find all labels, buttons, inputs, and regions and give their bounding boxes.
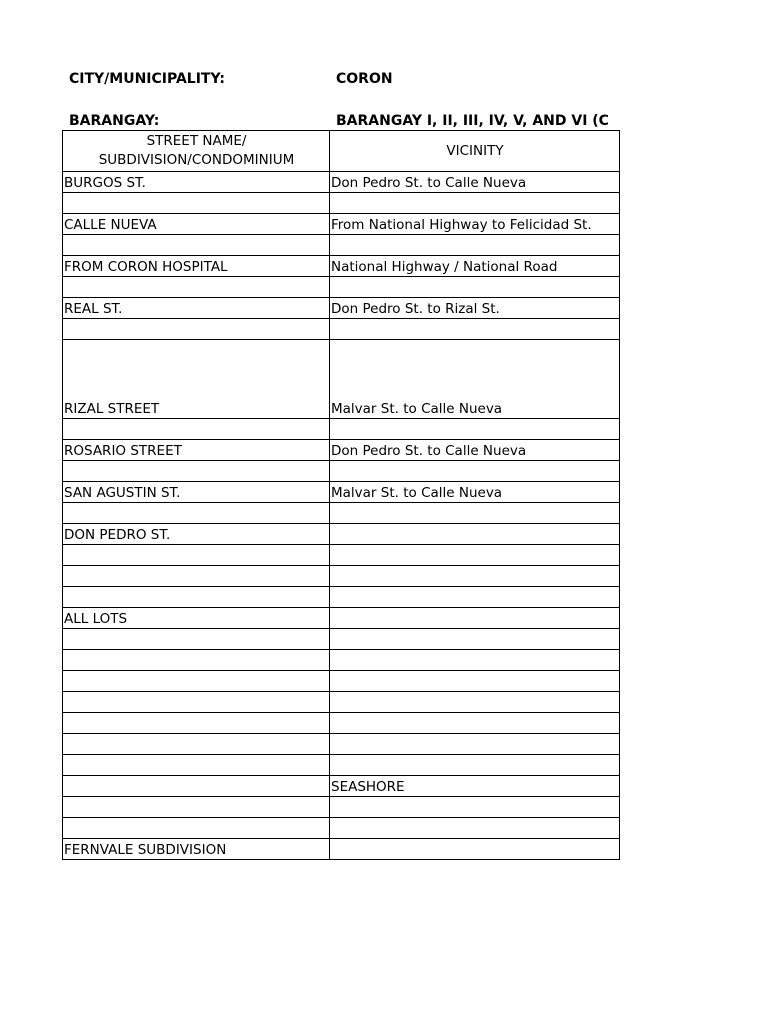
table-row <box>63 524 620 545</box>
vicinity-cell: Malvar St. to Calle Nueva <box>330 482 620 503</box>
vicinity-cell <box>330 818 620 839</box>
vicinity-cell <box>330 566 620 587</box>
barangay-value: BARANGAY I, II, III, IV, V, AND VI (C <box>336 113 609 129</box>
barangay-value-clip <box>336 112 619 130</box>
table-row <box>63 172 620 193</box>
street-cell <box>63 319 330 340</box>
vicinity-cell <box>330 319 620 340</box>
street-cell <box>63 193 330 214</box>
street-cell <box>63 755 330 776</box>
table-row <box>63 650 620 671</box>
table-header-row <box>63 131 620 172</box>
street-cell <box>63 629 330 650</box>
table-row <box>63 755 620 776</box>
vicinity-cell <box>330 839 620 860</box>
table-row <box>63 503 620 524</box>
city-municipality-value: CORON <box>336 71 393 87</box>
street-cell <box>63 461 330 482</box>
table-row <box>63 319 620 340</box>
table-row <box>63 298 620 319</box>
column-header-vicinity: VICINITY <box>330 131 620 172</box>
vicinity-cell: Malvar St. to Calle Nueva <box>330 340 620 419</box>
street-cell <box>63 650 330 671</box>
city-municipality-label: CITY/MUNICIPALITY: <box>69 71 226 87</box>
table-row <box>63 566 620 587</box>
vicinity-cell <box>330 629 620 650</box>
street-cell <box>63 776 330 797</box>
street-cell <box>63 734 330 755</box>
table-row <box>63 461 620 482</box>
vicinity-cell: National Highway / National Road <box>330 256 620 277</box>
street-cell: RIZAL STREET <box>63 340 330 419</box>
vicinity-cell <box>330 797 620 818</box>
vicinity-cell: From National Highway to Felicidad St. <box>330 214 620 235</box>
street-cell <box>63 671 330 692</box>
vicinity-cell <box>330 650 620 671</box>
street-cell <box>63 797 330 818</box>
table-row <box>63 713 620 734</box>
vicinity-cell <box>330 608 620 629</box>
vicinity-cell <box>330 671 620 692</box>
street-cell: REAL ST. <box>63 298 330 319</box>
street-cell <box>63 587 330 608</box>
vicinity-cell: Don Pedro St. to Rizal St. <box>330 298 620 319</box>
street-cell <box>63 503 330 524</box>
street-cell: ROSARIO STREET <box>63 440 330 461</box>
street-vicinity-table <box>62 130 620 860</box>
table-row <box>63 440 620 461</box>
street-cell <box>63 545 330 566</box>
street-cell: ALL LOTS <box>63 608 330 629</box>
vicinity-cell <box>330 419 620 440</box>
street-cell <box>63 419 330 440</box>
street-cell <box>63 277 330 298</box>
vicinity-cell <box>330 713 620 734</box>
vicinity-cell <box>330 692 620 713</box>
vicinity-cell <box>330 587 620 608</box>
vicinity-cell <box>330 503 620 524</box>
vicinity-cell <box>330 755 620 776</box>
table-row <box>63 277 620 298</box>
street-cell <box>63 566 330 587</box>
street-cell: FROM CORON HOSPITAL <box>63 256 330 277</box>
barangay-label: BARANGAY: <box>69 113 160 129</box>
table-body <box>63 172 620 860</box>
vicinity-cell <box>330 461 620 482</box>
vicinity-cell <box>330 235 620 256</box>
table-row <box>63 839 620 860</box>
vicinity-cell <box>330 193 620 214</box>
table-row <box>63 692 620 713</box>
street-cell <box>63 818 330 839</box>
table-row <box>63 776 620 797</box>
table-row <box>63 587 620 608</box>
vicinity-cell <box>330 545 620 566</box>
table-row <box>63 235 620 256</box>
street-cell <box>63 235 330 256</box>
street-cell <box>63 692 330 713</box>
vicinity-cell <box>330 277 620 298</box>
street-cell: SAN AGUSTIN ST. <box>63 482 330 503</box>
table-row <box>63 734 620 755</box>
street-cell: DON PEDRO ST. <box>63 524 330 545</box>
vicinity-cell: SEASHORE <box>330 776 620 797</box>
street-cell <box>63 713 330 734</box>
column-header-street: STREET NAME/ SUBDIVISION/CONDOMINIUM <box>63 131 330 172</box>
table-row <box>63 419 620 440</box>
table-row <box>63 214 620 235</box>
table-row <box>63 671 620 692</box>
street-cell: CALLE NUEVA <box>63 214 330 235</box>
vicinity-cell <box>330 524 620 545</box>
table-row <box>63 256 620 277</box>
vicinity-cell: Don Pedro St. to Calle Nueva <box>330 440 620 461</box>
vicinity-cell <box>330 734 620 755</box>
street-cell: FERNVALE SUBDIVISION <box>63 839 330 860</box>
table-row <box>63 482 620 503</box>
table-row <box>63 193 620 214</box>
table-row <box>63 818 620 839</box>
table-row <box>63 797 620 818</box>
table-row <box>63 340 620 419</box>
table-row <box>63 545 620 566</box>
vicinity-cell: Don Pedro St. to Calle Nueva <box>330 172 620 193</box>
table-row <box>63 608 620 629</box>
table-row <box>63 629 620 650</box>
street-cell: BURGOS ST. <box>63 172 330 193</box>
